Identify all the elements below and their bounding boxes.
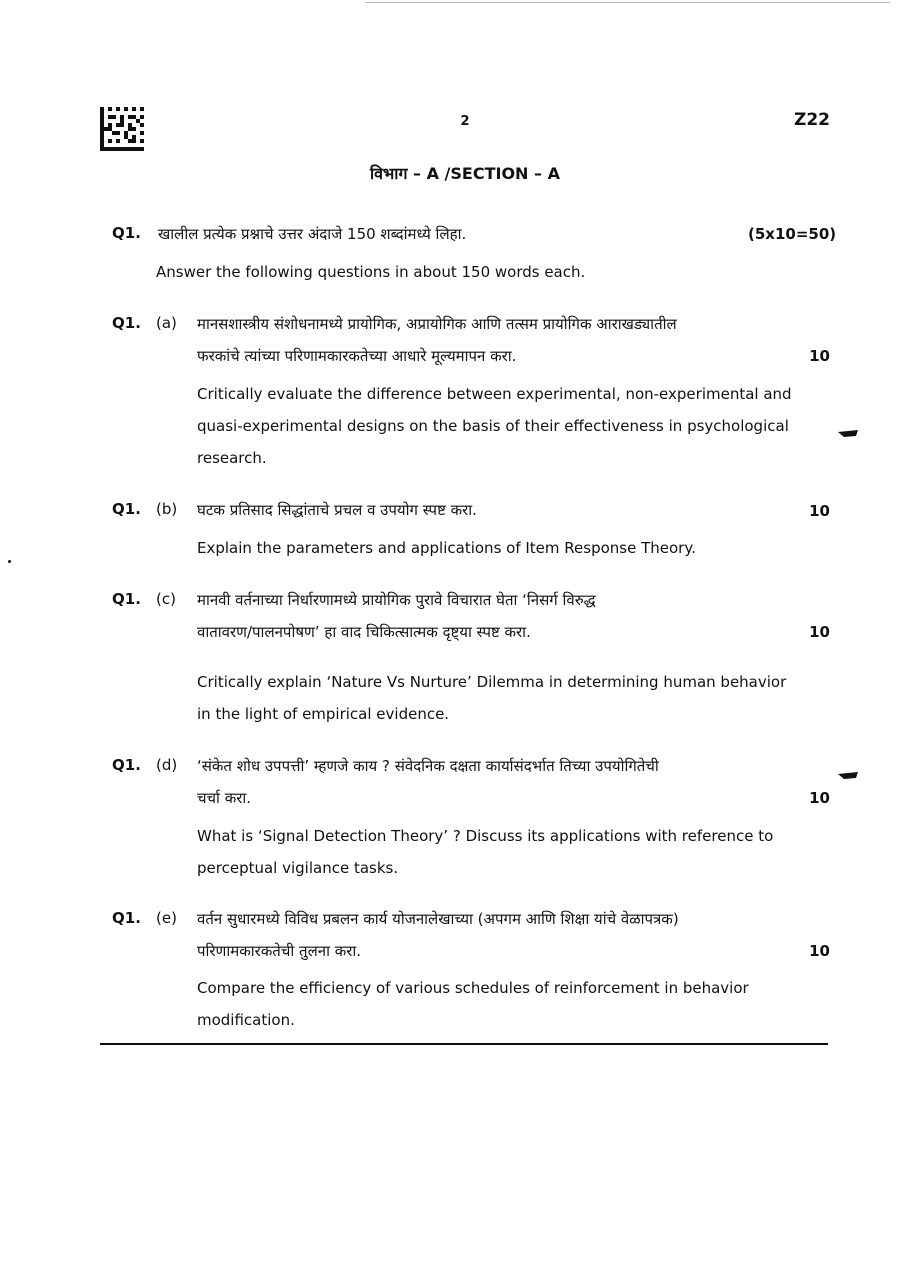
question-marathi: वर्तन सुधारमध्ये विविध प्रबलन कार्य योजनालेखाच्या (अपगम आणि शिक्षा यांचे वेळापत्रक): [197, 910, 679, 928]
question-english: perceptual vigilance tasks.: [197, 859, 399, 877]
question-label: Q1.: [112, 314, 141, 332]
question-label: Q1.: [112, 756, 141, 774]
margin-mark-icon: [838, 772, 858, 780]
bottom-rule: [100, 1043, 828, 1045]
intro-label: Q1.: [112, 224, 141, 242]
question-english: Critically evaluate the difference between experimental, non-experimental and: [197, 385, 792, 403]
question-label: Q1.: [112, 909, 141, 927]
question-marathi: चर्चा करा.: [197, 789, 252, 807]
question-english: Explain the parameters and applications of Item Response Theory.: [197, 539, 696, 557]
question-marathi: परिणामकारकतेची तुलना करा.: [197, 942, 362, 960]
margin-mark-icon: [838, 430, 858, 438]
intro-marks: (5x10=50): [748, 225, 837, 243]
question-part: (a): [156, 314, 177, 332]
margin-dot: [8, 560, 11, 563]
section-title: विभाग – A /SECTION – A: [370, 164, 560, 183]
intro-marathi: खालील प्रत्येक प्रश्नाचे उत्तर अंदाजे 150 शब्दांमध्ये लिहा.: [158, 225, 467, 243]
question-marks: 10: [809, 347, 830, 365]
question-marks: 10: [809, 789, 830, 807]
intro-english: Answer the following questions in about 150 words each.: [156, 263, 586, 281]
question-marathi: घटक प्रतिसाद सिद्धांताचे प्रचल व उपयोग स्पष्ट करा.: [197, 501, 477, 519]
question-marathi: मानवी वर्तनाच्या निर्धारणामध्ये प्रायोगिक पुरावे विचारात घेता ‘निसर्ग विरुद्ध: [197, 591, 596, 609]
question-marks: 10: [809, 623, 830, 641]
question-marks: 10: [809, 502, 830, 520]
barcode-icon: [100, 107, 144, 151]
question-marks: 10: [809, 942, 830, 960]
question-label: Q1.: [112, 500, 141, 518]
question-english: What is ‘Signal Detection Theory’ ? Discuss its applications with reference to: [197, 827, 774, 845]
page-number: 2: [460, 114, 470, 129]
question-english: in the light of empirical evidence.: [197, 705, 450, 723]
question-english: Critically explain ‘Nature Vs Nurture’ Dilemma in determining human behavior: [197, 673, 787, 691]
question-marathi: वातावरण/पालनपोषण’ हा वाद चिकित्सात्मक दृष्ट्या स्पष्ट करा.: [197, 623, 531, 641]
question-marathi: मानसशास्त्रीय संशोधनामध्ये प्रायोगिक, अप्रायोगिक आणि तत्सम प्रायोगिक आराखड्यातील: [197, 315, 677, 333]
question-part: (d): [156, 756, 178, 774]
question-part: (b): [156, 500, 178, 518]
top-rule: [365, 2, 890, 3]
question-marathi: ‘संकेत शोध उपपत्ती’ म्हणजे काय ? संवेदनिक दक्षता कार्यासंदर्भात तिच्या उपयोगितेची: [197, 757, 659, 775]
question-part: (e): [156, 909, 177, 927]
paper-code: Z22: [794, 110, 830, 130]
question-english: quasi-experimental designs on the basis of their effectiveness in psychological: [197, 417, 789, 435]
question-part: (c): [156, 590, 176, 608]
question-english: research.: [197, 449, 267, 467]
question-label: Q1.: [112, 590, 141, 608]
question-marathi: फरकांचे त्यांच्या परिणामकारकतेच्या आधारे मूल्यमापन करा.: [197, 347, 517, 365]
question-english: Compare the efficiency of various schedules of reinforcement in behavior: [197, 979, 749, 997]
question-english: modification.: [197, 1011, 295, 1029]
